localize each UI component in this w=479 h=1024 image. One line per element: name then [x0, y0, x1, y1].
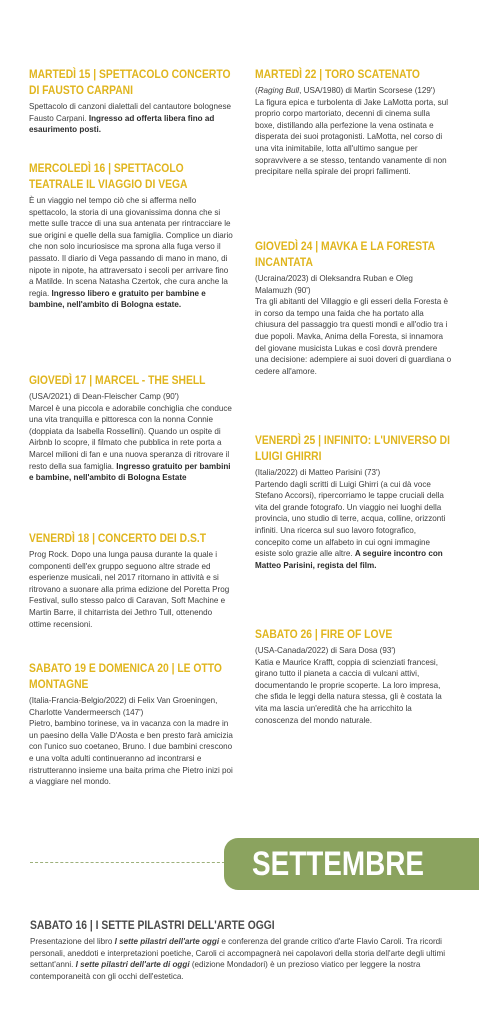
event-description-part: Presentazione del libro [30, 937, 113, 946]
event-meta: (USA-Canada/2022) di Sara Dosa (93') [255, 646, 396, 655]
book-title: I sette pilastri dell'arte oggi [114, 937, 220, 946]
event-description: Katia e Maurice Krafft, coppia di scienziati francesi, girano tutto il pianeta a caccia di vulcani attivi, documentando le proprie scoperte. La loro impresa, che sfida le leggi della natura stessa, gli è costata la vita ma lascia un'eredità che ha arricchito la conoscenza del mondo naturale. [255, 657, 442, 725]
event-body [30, 936, 460, 982]
event-title: GIOVEDÌ 17 | MARCEL - THE SHELL [29, 373, 206, 387]
event-title: SABATO 26 | FIRE OF LOVE [255, 627, 393, 641]
event-body [29, 695, 234, 788]
event-body [29, 391, 234, 484]
event-sabato-19 [29, 660, 234, 788]
event-description: La figura epica e turbolenta di Jake LaMotta porta, sul proprio corpo martoriato, decenni di cinema sulla boxe, distillando alla perfezione la vena ostinata e disperata dei suoi protagonisti. LaMotta, nel corso di una vita inimitabile, lotta all'ultimo sangue per sopravvivere a se stesso, tentando vanamente di non precipitare nella spirale dei propri fallimenti. [255, 97, 449, 177]
book-title: I sette pilastri dell'arte di oggi [75, 960, 190, 970]
event-title: MARTEDÌ 22 | TORO SCATENATO [255, 67, 420, 81]
event-body [29, 101, 234, 136]
event-mercoledi-16 [29, 160, 234, 311]
event-title: SABATO 19 E DOMENICA 20 | LE OTTO MONTAGNE [29, 661, 222, 691]
event-title: MERCOLEDÌ 16 | SPETTACOLO TEATRALE IL VIAGGIO DI VEGA [29, 161, 188, 191]
event-description: Tra gli abitanti del Villaggio e gli esseri della Foresta è in corso da tempo una faida che ha portato alla chiusura del passaggio tra questi mondi e all'odio tra i due popoli. Mavka, Anima della Foresta, si innamora del giovane musicista Lukas e così dovrà prendere una decisione: adempiere ai suoi doveri di guardiana o cedere all'amore. [255, 297, 452, 376]
event-body [255, 273, 452, 377]
event-meta: (Italia/2022) di Matteo Parisini (73') [255, 468, 381, 477]
event-description: Pietro, bambino torinese, va in vacanza con la madre in un paesino della Valle D'Aosta e ben presto farà amicizia con l'unico suo coetaneo, Bruno. I due bambini crescono e una volta adulti continueranno ad incontrarsi e ristrutteranno insieme una baita prima che Pietro inizi poi a viaggiare nel mondo. [29, 719, 233, 787]
event-martedi-15 [29, 66, 234, 136]
event-description-part: (edizione Mondadori) è un prezioso viatico per leggere la nostra contemporaneità con gli occhi dell'estetica. [30, 960, 421, 981]
event-sabato-26 [255, 626, 452, 726]
event-body [255, 85, 452, 178]
event-highlight: Ingresso gratuito per bambini e bambine, nell'ambito di Bologna Estate [29, 461, 231, 483]
event-meta: (Italia-Francia-Belgio/2022) di Felix Van Groeningen, Charlotte Vandermeersch (147') [29, 696, 218, 717]
event-body [29, 195, 234, 311]
event-meta: (Ucraina/2023) di Oleksandra Ruban e Oleg Malamuzh (90') [255, 274, 413, 295]
event-body [29, 549, 234, 630]
event-description: Marcel è una piccola e adorabile conchiglia che conduce una vita tranquilla e pittoresca con la nonna Connie (doppiata da Isabella Rossellini). Quando un ospite di Airbnb lo scopre, il filmato che pubblica in rete porta a Marcel milioni di fan e una nuova speranza di ritrovare il resto della sua famiglia. [29, 403, 232, 471]
event-title: VENERDÌ 25 | INFINITO: L'UNIVERSO DI LUIGI GHIRRI [255, 433, 450, 463]
event-description: Prog Rock. Dopo una lunga pausa durante la quale i componenti dell'ex gruppo seguono altre strade ed esperienze musicali, nel 2017 ritornano in attività e si ritrovano a suonare alla prima edizione del Poretta Prog Festival, sullo stesso palco di Caravan, Soft Machine e Martin Barre, il chitarrista dei Jethro Tull, ottenendo ottime recensioni. [29, 550, 230, 629]
event-title: MARTEDÌ 15 | SPETTACOLO CONCERTO DI FAUSTO CARPANI [29, 67, 231, 97]
event-giovedi-17 [29, 372, 234, 484]
event-highlight: A seguire incontro con Matteo Parisini, regista del film. [255, 549, 443, 570]
event-title: GIOVEDÌ 24 | MAVKA E LA FORESTA INCANTATA [255, 239, 435, 269]
event-meta: (USA/2021) di Dean-Fleischer Camp (90') [29, 392, 179, 401]
event-body [255, 645, 452, 726]
event-title: SABATO 16 | I SETTE PILASTRI DELL'ARTE OGGI [30, 918, 275, 932]
event-description-part: e conferenza del grande critico d'arte Flavio Caroli. Tra ricordi personali, aneddoti e interpretazioni poetiche, Caroli ci accompagnerà nei capolavori della storia dell'arte degli ultimi settant'anni. [30, 937, 446, 970]
event-meta: (Raging Bull, USA/1980) di Martin Scorsese (129') [255, 86, 436, 95]
event-highlight: Ingresso libero e gratuito per bambine e bambine, nell'ambito di Bologna estate. [29, 288, 206, 310]
event-description: Spettacolo di canzoni dialettali del cantautore bolognese Fausto Carpani. [29, 102, 232, 123]
event-highlight: Ingresso ad offerta libera fino ad esaurimento posti. [29, 113, 215, 135]
event-description: Partendo dagli scritti di Luigi Ghirri (a cui dà voce Stefano Accorsi), ripercorriamo le tappe cruciali della vita del grande fotografo. Un viaggio nei luoghi della provincia, uno studio di terre, acqua, colline, orizzonti infiniti. Una ricerca sul suo lavoro fotografico, concepito come un alfabeto in cui ogni immagine esiste solo grazie alle altre. [255, 479, 446, 559]
event-title: VENERDÌ 18 | CONCERTO DEI D.S.T [29, 531, 207, 545]
event-giovedi-24 [255, 238, 452, 377]
event-settembre-sabato-16 [30, 917, 460, 982]
film-original-title: Raging Bull [257, 86, 300, 95]
event-martedi-22 [255, 66, 452, 178]
event-description: È un viaggio nel tempo ciò che si afferma nello spettacolo, la storia di una giovanissima donna che si mette sulle tracce di una sua antenata per rintracciare le sue origini e quelle della sua famiglia. Complice un diario che non solo incuriosisce ma sprona alla fuga verso il passato. Il diario di Vega passando di mano in mano, di nipote in nipote, ha attraversato i secoli per arrivare fino a Matilde. In scena Natasha Czertok, che cura anche la regia. [29, 196, 233, 298]
event-body [255, 467, 452, 571]
event-venerdi-25 [255, 432, 452, 571]
dashed-divider [30, 862, 230, 863]
month-title: SETTEMBRE [252, 845, 424, 883]
event-venerdi-18 [29, 530, 234, 630]
